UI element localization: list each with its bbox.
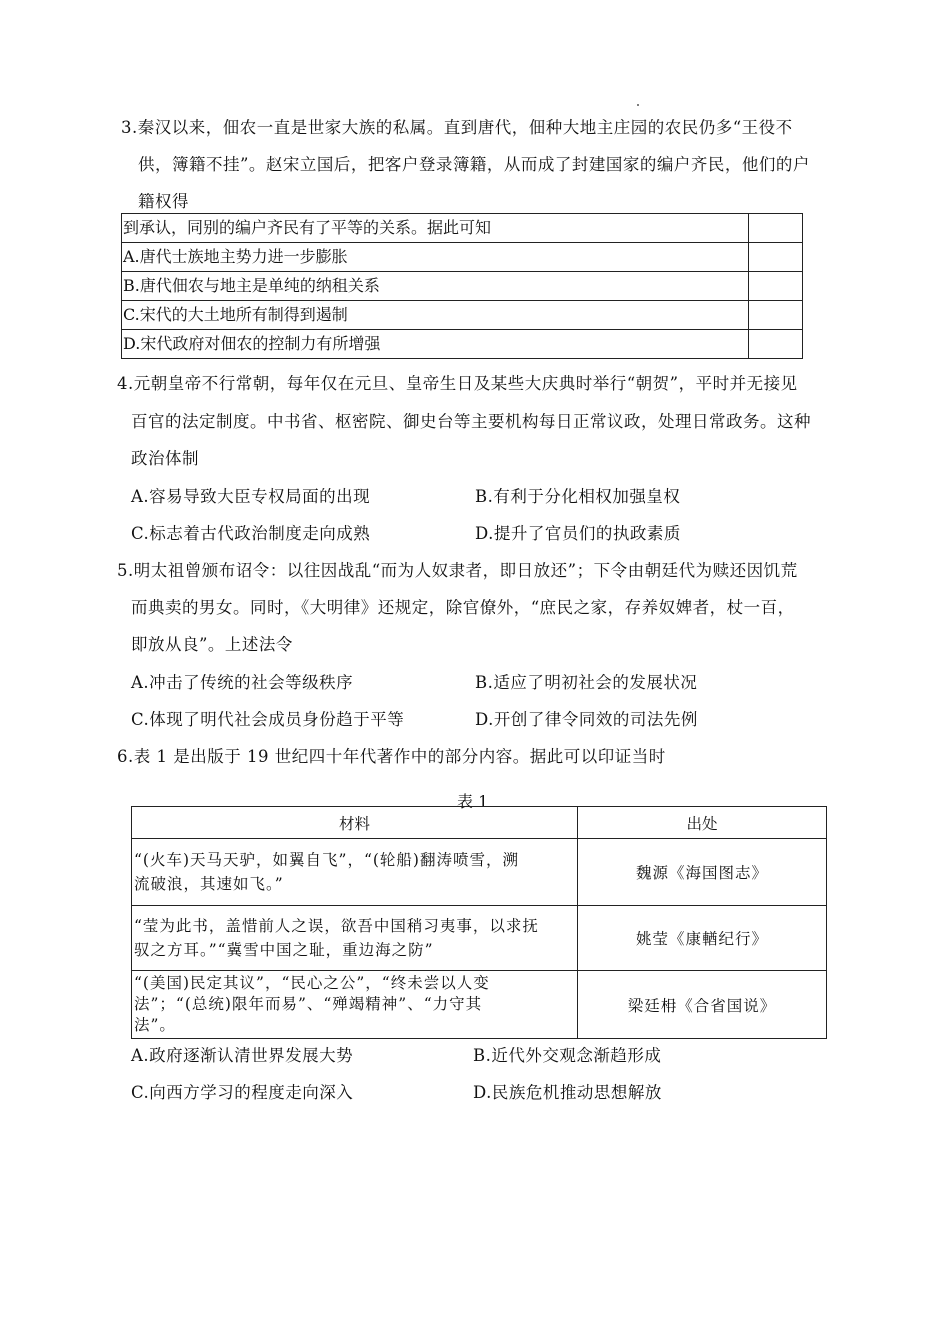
q5-option-b[interactable]: B.适应了明初社会的发展状况 [475,673,698,692]
material-line: “(火车)天马天驴，如翼自飞”，“(轮船)翻涛喷雪，溯 [134,851,519,869]
q4-option-a[interactable]: A.容易导致大臣专权局面的出现 [131,487,371,506]
table-caption: 表 1 [457,792,489,811]
material-cell [132,906,578,971]
q3-option-b[interactable]: B.唐代佃农与地主是单纯的纳租关系 [122,272,749,301]
q3-option-c[interactable]: C.宋代的大土地所有制得到遏制 [122,301,749,330]
q5-option-d[interactable]: D.开创了律令同效的司法先例 [475,710,698,729]
material-line: 法”。 [134,1016,176,1034]
q5-option-a[interactable]: A.冲击了传统的社会等级秩序 [131,673,354,692]
source-cell: 姚莹《康輶纪行》 [578,906,827,971]
q6-option-c[interactable]: C.向西方学习的程度走向深入 [131,1083,354,1102]
q4-option-b[interactable]: B.有利于分化相权加强皇权 [475,487,681,506]
q3-stem-line-1: 3.秦汉以来，佃农一直是世家大族的私属。直到唐代，佃种大地主庄园的农民仍多“王役不 [121,118,793,137]
source-cell: 魏源《海国图志》 [578,839,827,906]
material-line: “莹为此书，盖惜前人之误，欲吾中国稍习夷事，以求抚 [134,917,539,935]
q3-options-box [121,213,803,359]
q5-option-c[interactable]: C.体现了明代社会成员身份趋于平等 [131,710,405,729]
q6-option-d[interactable]: D.民族危机推动思想解放 [473,1083,662,1102]
empty-cell [749,243,803,272]
material-cell [132,971,578,1039]
table-row [132,971,827,1039]
q4-stem-line-1: 4.元朝皇帝不行常朝，每年仅在元旦、皇帝生日及某些大庆典时举行“朝贺”，平时并无接见 [117,374,798,393]
source-cell: 梁廷枏《合省国说》 [578,971,827,1039]
q4-stem-line-2: 百官的法定制度。中书省、枢密院、御史台等主要机构每日正常议政，处理日常政务。这种 [131,412,811,431]
q6-stem: 6.表 1 是出版于 19 世纪四十年代著作中的部分内容。据此可以印证当时 [117,747,666,766]
q5-stem-line-2: 而典卖的男女。同时，《大明律》还规定，除官僚外，“庶民之家，存养奴婢者，杖一百， [131,598,795,617]
material-table [131,806,827,1039]
q3-stem-line-2: 供，簿籍不挂”。赵宋立国后，把客户登录簿籍，从而成了封建国家的编户齐民，他们的户 [138,155,810,174]
q3-stem-continuation: 到承认，同别的编户齐民有了平等的关系。据此可知 [122,214,749,243]
q3-stem-line-3: 籍权得 [138,192,189,211]
material-line: 驭之方耳。”“冀雪中国之耻，重边海之防” [134,941,434,959]
material-line: “(美国)民定其议”，“民心之公”，“终未尝以人变 [134,974,490,992]
q4-option-d[interactable]: D.提升了官员们的执政素质 [475,524,681,543]
material-cell [132,839,578,906]
q5-stem-line-1: 5.明太祖曾颁布诏令：以往因战乱“而为人奴隶者，即日放还”；下令由朝廷代为赎还因饥荒 [117,561,798,580]
q6-option-a[interactable]: A.政府逐渐认清世界发展大势 [131,1046,354,1065]
table-row [132,839,827,906]
stray-dot [637,104,639,106]
q5-stem-line-3: 即放从良”。上述法令 [131,635,293,654]
table-header-material: 材料 [132,807,578,839]
material-line: 法”；“(总统)限年而易”、“殚竭精神”、“力守其 [134,995,483,1013]
q3-option-a[interactable]: A.唐代士族地主势力进一步膨胀 [122,243,749,272]
table-header-source: 出处 [578,807,827,839]
empty-cell [749,330,803,359]
q6-option-b[interactable]: B.近代外交观念渐趋形成 [473,1046,662,1065]
empty-cell [749,301,803,330]
q4-option-c[interactable]: C.标志着古代政治制度走向成熟 [131,524,371,543]
q4-stem-line-3: 政治体制 [131,449,199,468]
empty-cell [749,272,803,301]
material-line: 流破浪，其速如飞。” [134,875,284,893]
table-row [132,906,827,971]
empty-cell [749,214,803,243]
q3-option-d[interactable]: D.宋代政府对佃农的控制力有所增强 [122,330,749,359]
